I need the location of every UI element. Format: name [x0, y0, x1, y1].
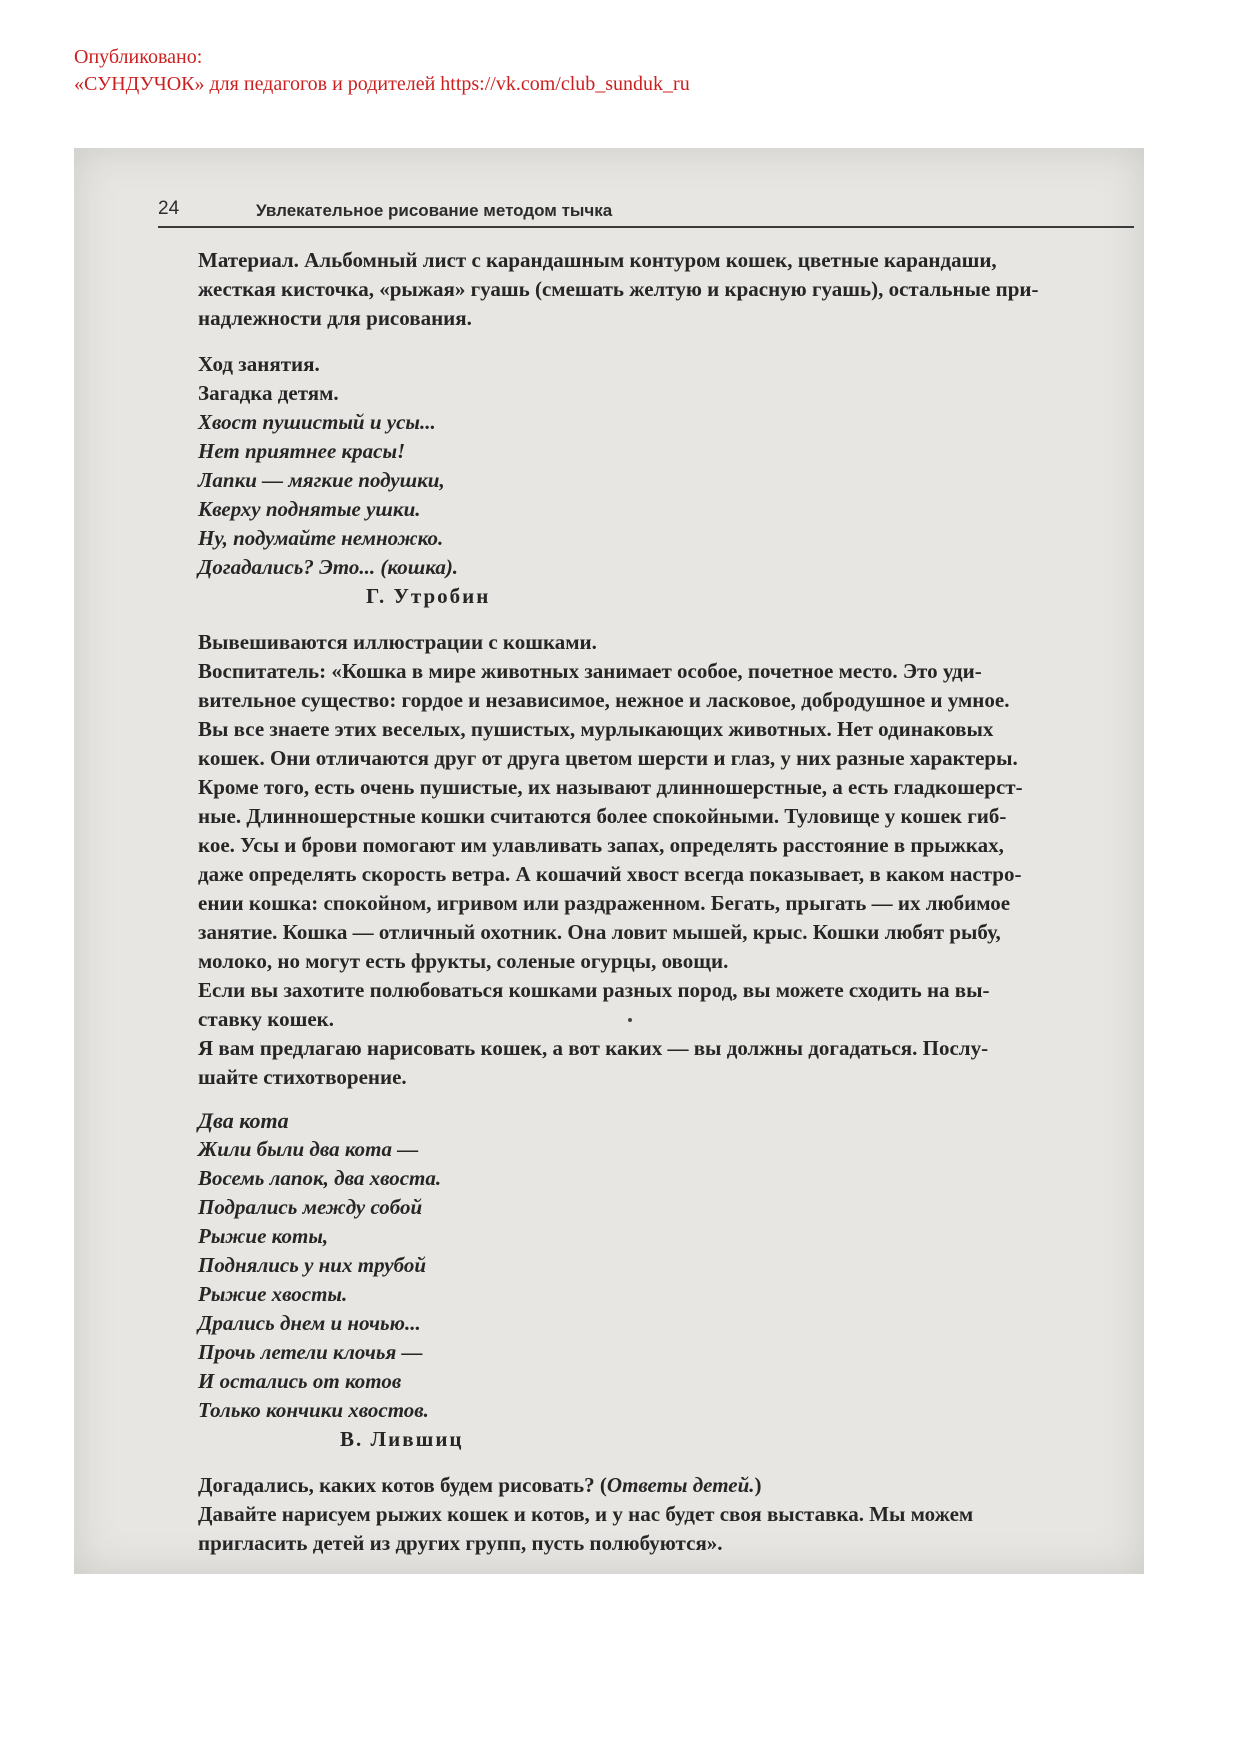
riddle-author: Г. Утробин	[366, 584, 491, 608]
paragraph-line: шайте стихотворение.	[198, 1065, 407, 1089]
poem-line: Рыжие коты,	[198, 1224, 329, 1248]
page-body	[198, 246, 1131, 1558]
teacher-line: молоко, но могут есть фрукты, соленые огурцы, овощи.	[198, 949, 729, 973]
material-paragraph	[198, 246, 1131, 333]
riddle-verse	[198, 408, 1131, 582]
teacher-line: Вы все знаете этих веселых, пушистых, мурлыкающих животных. Нет одинаковых	[198, 717, 994, 741]
teacher-line: кошек. Они отличаются друг от друга цветом шерсти и глаз, у них разные характеры.	[198, 746, 1018, 770]
poem-line: Дрались днем и ночью...	[198, 1311, 421, 1335]
closing-line: Давайте нарисуем рыжих кошек и котов, и у нас будет своя выставка. Мы можем	[198, 1502, 974, 1526]
running-title: Увлекательное рисование методом тычка	[256, 201, 613, 220]
scanned-page	[74, 148, 1144, 1574]
page-number: 24	[158, 198, 180, 219]
poem-line: Жили были два кота —	[198, 1137, 419, 1161]
published-label: Опубликовано:	[74, 46, 203, 68]
published-notice	[74, 44, 690, 98]
poem-line: Прочь летели клочья —	[198, 1340, 423, 1364]
riddle-line: Нет приятнее красы!	[198, 439, 406, 463]
closing-line: пригласить детей из других групп, пусть полюбуются».	[198, 1531, 723, 1555]
paragraph-line: Я вам предлагаю нарисовать кошек, а вот каких — вы должны догадаться. Послу-	[198, 1036, 989, 1060]
scan-speck	[628, 1018, 632, 1022]
poem-line: Только кончики хвостов.	[198, 1398, 429, 1422]
poem-line: Восемь лапок, два хвоста.	[198, 1166, 442, 1190]
poem	[198, 1106, 1131, 1425]
teacher-line: вительное существо: гордое и независимое, нежное и ласковое, добродушное и умное.	[198, 688, 1010, 712]
teacher-line: занятие. Кошка — отличный охотник. Она ловит мышей, крыс. Кошки любят рыбу,	[198, 920, 1001, 944]
poem-author: В. Лившиц	[340, 1427, 464, 1451]
riddle-intro: Загадка детям.	[198, 381, 339, 405]
teacher-line: Кроме того, есть очень пушистые, их называют длинношерстные, а есть гладкошерст-	[198, 775, 1023, 799]
teacher-speech	[198, 657, 1131, 976]
question-note: (Ответы детей.)	[599, 1473, 762, 1497]
riddle-line: Ну, подумайте немножко.	[198, 526, 444, 550]
poem-line: Рыжие хвосты.	[198, 1282, 348, 1306]
question-line	[198, 1471, 1131, 1500]
poem-line: Поднялись у них трубой	[198, 1253, 426, 1277]
paragraph-line: Если вы захотите полюбоваться кошками разных пород, вы можете сходить на вы-	[198, 978, 990, 1002]
riddle-line: Кверху поднятые ушки.	[198, 497, 421, 521]
question-text: Догадались, каких котов будем рисовать?	[198, 1473, 595, 1497]
page-header	[158, 196, 1134, 228]
material-line: надлежности для рисования.	[198, 306, 472, 330]
teacher-line: ные. Длинношерстные кошки считаются более спокойными. Туловище у кошек гиб-	[198, 804, 1007, 828]
riddle-line: Догадались? Это... (кошка).	[198, 555, 459, 579]
teacher-line: ении кошка: спокойном, игривом или раздраженном. Бегать, прыгать — их любимое	[198, 891, 1011, 915]
riddle-line: Лапки — мягкие подушки,	[198, 468, 445, 492]
poem-line: Подрались между собой	[198, 1195, 423, 1219]
lesson-heading: Ход занятия.	[198, 352, 320, 376]
poem-line: И остались от котов	[198, 1369, 402, 1393]
material-label: Материал.	[198, 248, 299, 272]
published-source: «СУНДУЧОК» для педагогов и родителей https://vk.com/club_sunduk_ru	[74, 73, 690, 95]
teacher-line: даже определять скорость ветра. А кошачий хвост всегда показывает, в каком настро-	[198, 862, 1022, 886]
paragraph-line: ставку кошек.	[198, 1007, 335, 1031]
teacher-line: кое. Усы и брови помогают им улавливать запах, определять расстояние в прыжках,	[198, 833, 1004, 857]
illustrations-note: Вывешиваются иллюстрации с кошками.	[198, 630, 597, 654]
exhibition-paragraph	[198, 976, 1131, 1034]
teacher-line: «Кошка в мире животных занимает особое, почетное место. Это уди-	[331, 659, 982, 683]
closing-paragraph	[198, 1500, 1131, 1558]
invitation-paragraph	[198, 1034, 1131, 1092]
poem-title: Два кота	[198, 1108, 289, 1133]
teacher-label: Воспитатель:	[198, 659, 327, 683]
material-line: жесткая кисточка, «рыжая» гуашь (смешать желтую и красную гуашь), остальные при-	[198, 277, 1039, 301]
material-line: Альбомный лист с карандашным контуром кошек, цветные карандаши,	[304, 248, 997, 272]
riddle-line: Хвост пушистый и усы...	[198, 410, 436, 434]
